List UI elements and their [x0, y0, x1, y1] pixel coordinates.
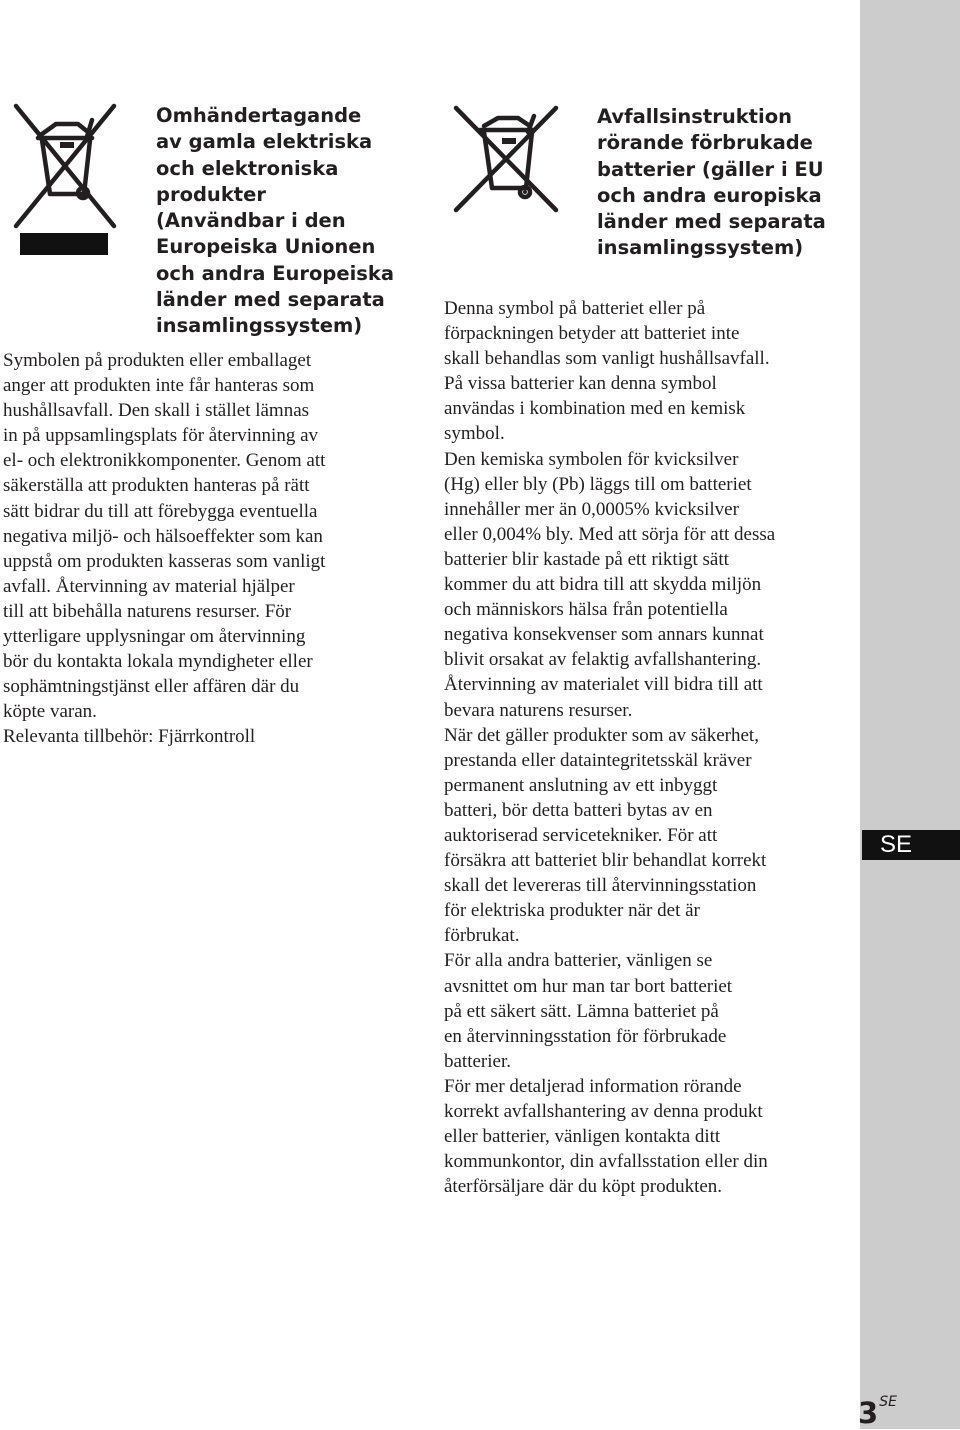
weee-body-text: Symbolen på produkten eller emballaget anger att produkten inte får hanteras som hushållsavfall. Den skall i stället lämnas in på uppsamlingsplats för återvinning av el- och elektronikkomponenter. Genom att säkerställa att produkten hanteras på rätt sätt bidrar du till att förebygga eventuella negativa miljö- och hälsoeffekter som kan uppstå om produkten kasseras som vanligt avfall. Återvinning av material hjälper till att bibehålla naturens resurser. För ytterligare upplysningar om återvinning bör du kontakta lokala myndigheter eller sophämtningstjänst eller affären där du köpte varan. Relevanta tillbehör: Fjärrkontroll	[3, 350, 326, 748]
page-number-value: 3	[858, 1396, 879, 1430]
battery-heading: Avfallsinstruktion rörande förbrukade batterier (gäller i EU och andra europiska länder med separata insamlingssystem)	[597, 105, 826, 260]
language-tab: SE	[862, 830, 960, 860]
crossed-out-wheelie-bin-icon	[452, 104, 560, 214]
battery-body-text: Denna symbol på batteriet eller på förpackningen betyder att batteriet inte skall behandlas som vanligt hushållsavfall. På vissa batterier kan denna symbol användas i kombination med en kemisk symbol. Den kemiska symbolen för kvicksilver (Hg) eller bly (Pb) läggs till om batteriet innehåller mer än 0,0005% kvicksilver eller 0,004% bly. Med att sörja för att dessa batterier blir kastade på ett riktigt sätt kommer du att bidra till att skydda miljön och människors hälsa från potentiella negativa konsekvenser som annars kunnat blivit orsakat av felaktig avfallshantering. Återvinning av materialet vill bidra till att bevara naturens resurser. När det gäller produkter som av säkerhet, prestanda eller dataintegritetsskäl kräver permanent anslutning av ett inbyggt batteri, bör detta batteri bytas av en auktoriserad servicetekniker. För att försäkra att batteriet blir behandlat korrekt skall det levereras till återvinningsstation för elektriska produkter när det är förbrukat. För alla andra batterier, vänligen se avsnittet om hur man tar bort batteriet på ett säkert sätt. Lämna batteriet på en återvinningsstation för förbrukade batterier. För mer detaljerad information rörande korrekt avfallshantering av denna produkt eller batterier, vänligen kontakta ditt kommunkontor, din avfallsstation eller din återförsäljare där du köpt produkten.	[444, 298, 776, 1198]
side-strip	[860, 0, 960, 1429]
page-number	[858, 1396, 897, 1430]
weee-heading: Omhändertagande av gamla elektriska och elektroniska produkter (Användbar i den Europeiska Unionen och andra Europeiska länder med separata insamlingssystem)	[156, 104, 395, 338]
page-number-suffix: SE	[879, 1394, 897, 1410]
crossed-out-wheelie-bin-with-bar-icon	[12, 100, 118, 260]
